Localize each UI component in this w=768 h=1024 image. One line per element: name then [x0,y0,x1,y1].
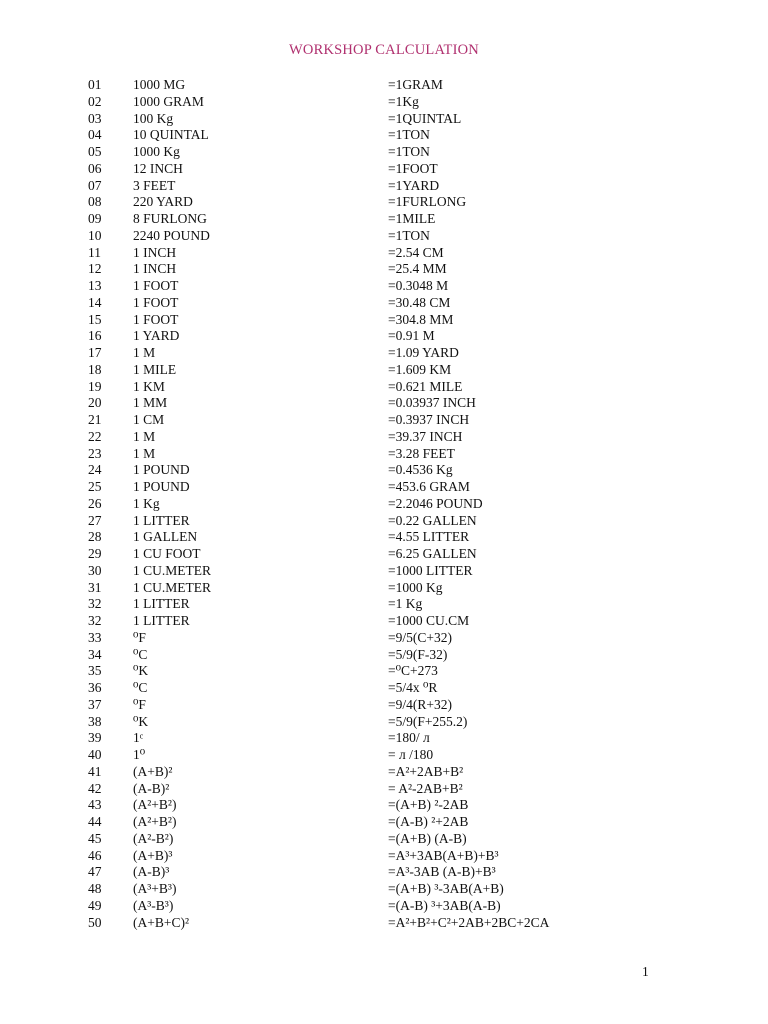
row-equivalent: =1TON [388,144,430,159]
row-quantity: (A³-B³) [133,897,174,913]
row-number: 12 [88,261,102,277]
list-item [0,194,768,211]
row-quantity: 1 LITTER [133,613,190,628]
row-equivalent: =⁰C+273 [388,663,438,679]
list-item [0,412,768,429]
row-number: 40 [88,747,102,762]
row-quantity: 1 FOOT [133,294,179,310]
row-equivalent: =A³+3AB(A+B)+B³ [388,847,499,863]
list-item [0,111,768,128]
list-item [0,663,768,680]
list-item [0,563,768,580]
row-number: 06 [88,160,102,176]
row-equivalent: =0.91 M [388,328,435,344]
row-number: 34 [88,646,102,662]
row-quantity: 1 INCH [133,244,177,260]
row-quantity: (A²-B²) [133,830,174,846]
row-quantity: ⁰K [133,713,149,729]
row-number: 05 [88,144,102,159]
row-quantity: (A-B)³ [133,864,170,880]
row-number: 36 [88,680,102,695]
row-equivalent: =4.55 LITTER [388,529,470,545]
document-title: WORKSHOP CALCULATION [289,42,479,58]
list-item [0,161,768,178]
list-item [0,714,768,731]
row-number: 10 [88,227,102,243]
row-quantity: 1 CU FOOT [133,546,201,561]
row-equivalent: =1FURLONG [388,194,467,210]
row-number: 30 [88,562,102,578]
list-item [0,781,768,798]
row-quantity: 220 YARD [133,194,193,210]
row-quantity: (A-B)² [133,780,170,796]
row-number: 18 [88,361,102,377]
list-item [0,546,768,563]
row-equivalent: =0.22 GALLEN [388,512,477,528]
row-number: 17 [88,345,102,360]
row-quantity: 1 MM [133,395,168,411]
row-number: 48 [88,881,102,896]
row-quantity: ⁰K [133,663,149,679]
row-equivalent: =A²+2AB+B² [388,763,464,779]
row-number: 01 [88,77,102,92]
row-quantity: 1000 Kg [133,144,180,159]
row-equivalent: =2.2046 POUND [388,495,483,511]
list-item [0,814,768,831]
list-item [0,395,768,412]
row-number: 42 [88,780,102,796]
row-number: 22 [88,428,102,444]
row-number: 50 [88,914,102,930]
list-item [0,680,768,697]
row-number: 43 [88,797,102,813]
row-equivalent: =1GRAM [388,77,443,92]
list-item [0,295,768,312]
row-equivalent: =1QUINTAL [388,110,462,126]
row-quantity: 1 M [133,428,156,444]
row-quantity: 1⁰ [133,747,146,762]
list-item [0,312,768,329]
list-item [0,596,768,613]
row-quantity: 1 MILE [133,361,177,377]
row-number: 15 [88,311,102,327]
list-item [0,915,768,932]
row-number: 41 [88,763,102,779]
row-quantity: 1 M [133,445,156,461]
row-equivalent: =1Kg [388,93,419,109]
row-number: 32 [88,596,102,612]
row-number: 32 [88,613,102,628]
row-quantity: (A²+B²) [133,814,177,829]
row-equivalent: =0.03937 INCH [388,395,476,411]
row-quantity: 1000 MG [133,77,186,92]
row-equivalent: =25.4 MM [388,261,447,277]
row-number: 31 [88,579,102,595]
row-equivalent: =(A-B) ²+2AB [388,814,469,829]
list-item [0,77,768,94]
row-equivalent: =1TON [388,227,430,243]
list-item [0,864,768,881]
row-equivalent: =(A+B) ³-3AB(A+B) [388,881,504,896]
row-equivalent: =180/ л [388,730,430,746]
row-number: 21 [88,412,102,427]
list-item [0,730,768,747]
list-item [0,328,768,345]
list-item [0,764,768,781]
row-quantity: 1 FOOT [133,311,179,327]
row-quantity: 1 KM [133,378,165,394]
row-equivalent: =5/9(F-32) [388,646,448,662]
row-equivalent: =(A+B) ²-2AB [388,797,469,813]
row-number: 20 [88,395,102,411]
row-equivalent: =A³-3AB (A-B)+B³ [388,864,496,880]
row-equivalent: = A²-2AB+B² [388,780,463,796]
row-equivalent: =0.3048 M [388,278,449,293]
row-quantity: 12 INCH [133,160,183,176]
row-equivalent: =453.6 GRAM [388,479,470,494]
row-quantity: 1 POUND [133,462,190,478]
list-item [0,580,768,597]
list-item [0,496,768,513]
row-number: 02 [88,93,102,109]
row-equivalent: =9/4(R+32) [388,696,452,712]
row-equivalent: =1000 LITTER [388,562,473,578]
row-number: 38 [88,713,102,729]
row-quantity: 1 CU.METER [133,562,212,578]
row-number: 25 [88,479,102,494]
row-quantity: 3 FEET [133,177,176,193]
row-equivalent: =2.54 CM [388,244,444,260]
row-quantity: 2240 POUND [133,227,210,243]
row-quantity: 1 YARD [133,328,180,344]
row-quantity: 1 Kg [133,495,160,511]
row-quantity: 1 POUND [133,479,190,494]
row-equivalent: = л /180 [388,747,434,762]
row-number: 46 [88,847,102,863]
row-quantity: 100 Kg [133,110,174,126]
list-item [0,362,768,379]
page-number: 1 [642,964,649,979]
row-number: 27 [88,512,102,528]
row-equivalent: =3.28 FEET [388,445,455,461]
list-item [0,881,768,898]
row-equivalent: =1000 CU.CM [388,613,470,628]
row-quantity: (A³+B³) [133,881,177,896]
row-quantity: 1 LITTER [133,596,190,612]
row-number: 47 [88,864,102,880]
row-equivalent: =A²+B²+C²+2AB+2BC+2CA [388,914,550,930]
row-number: 26 [88,495,102,511]
row-equivalent: =1.609 KM [388,361,452,377]
list-item [0,513,768,530]
list-item [0,127,768,144]
row-number: 16 [88,328,102,344]
list-item [0,429,768,446]
row-equivalent: =5/4x ⁰R [388,680,438,695]
row-equivalent: =(A-B) ³+3AB(A-B) [388,897,501,913]
list-item [0,228,768,245]
list-item [0,278,768,295]
list-item [0,848,768,865]
row-quantity: ⁰C [133,646,148,662]
list-item [0,446,768,463]
row-equivalent: =0.3937 INCH [388,412,470,427]
row-number: 09 [88,211,102,226]
row-quantity: 1 LITTER [133,512,190,528]
row-quantity: (A+B+C)² [133,914,190,930]
row-equivalent: =1TON [388,127,430,143]
row-quantity: 1 M [133,345,156,360]
row-quantity: (A²+B²) [133,797,177,813]
list-item [0,245,768,262]
row-quantity: (A+B)² [133,763,173,779]
row-number: 24 [88,462,102,478]
list-item [0,261,768,278]
list-item [0,898,768,915]
row-number: 35 [88,663,102,679]
row-number: 37 [88,696,102,712]
row-quantity: 1 INCH [133,261,177,277]
row-equivalent: =304.8 MM [388,311,454,327]
conversion-list [0,77,768,931]
row-quantity: ⁰C [133,680,148,695]
list-item [0,630,768,647]
list-item [0,379,768,396]
row-number: 03 [88,110,102,126]
row-quantity: 1 CU.METER [133,579,212,595]
row-number: 29 [88,546,102,561]
row-number: 49 [88,897,102,913]
row-equivalent: =1000 Kg [388,579,443,595]
row-equivalent: =1FOOT [388,160,438,176]
row-equivalent: =0.4536 Kg [388,462,453,478]
row-number: 07 [88,177,102,193]
row-number: 28 [88,529,102,545]
row-number: 14 [88,294,102,310]
row-equivalent: =1.09 YARD [388,345,459,360]
row-quantity: ⁰F [133,696,146,712]
row-quantity: 8 FURLONG [133,211,207,226]
list-item [0,529,768,546]
row-equivalent: =9/5(C+32) [388,629,452,645]
row-quantity: 10 QUINTAL [133,127,209,143]
list-item [0,462,768,479]
list-item [0,797,768,814]
list-item [0,345,768,362]
list-item [0,613,768,630]
row-equivalent: =39.37 INCH [388,428,463,444]
row-number: 04 [88,127,102,143]
list-item [0,747,768,764]
row-quantity: 1 CM [133,412,165,427]
list-item [0,211,768,228]
row-quantity: 1 FOOT [133,278,179,293]
row-equivalent: =(A+B) (A-B) [388,830,467,846]
list-item [0,831,768,848]
row-number: 44 [88,814,102,829]
row-number: 33 [88,629,102,645]
list-item [0,479,768,496]
row-quantity: (A+B)³ [133,847,173,863]
row-number: 45 [88,830,102,846]
row-equivalent: =6.25 GALLEN [388,546,477,561]
row-quantity: ⁰F [133,629,146,645]
row-equivalent: =0.621 MILE [388,378,463,394]
row-number: 39 [88,730,102,746]
list-item [0,697,768,714]
list-item [0,144,768,161]
list-item [0,94,768,111]
row-quantity: 1ᶜ [133,730,144,746]
row-number: 11 [88,244,101,260]
row-equivalent: =30.48 CM [388,294,451,310]
row-quantity: 1000 GRAM [133,93,204,109]
list-item [0,178,768,195]
row-equivalent: =5/9(F+255.2) [388,713,468,729]
row-equivalent: =1 Kg [388,596,423,612]
row-quantity: 1 GALLEN [133,529,198,545]
row-number: 19 [88,378,102,394]
row-number: 13 [88,278,102,293]
list-item [0,647,768,664]
row-equivalent: =1YARD [388,177,440,193]
row-number: 23 [88,445,102,461]
row-number: 08 [88,194,102,210]
row-equivalent: =1MILE [388,211,436,226]
